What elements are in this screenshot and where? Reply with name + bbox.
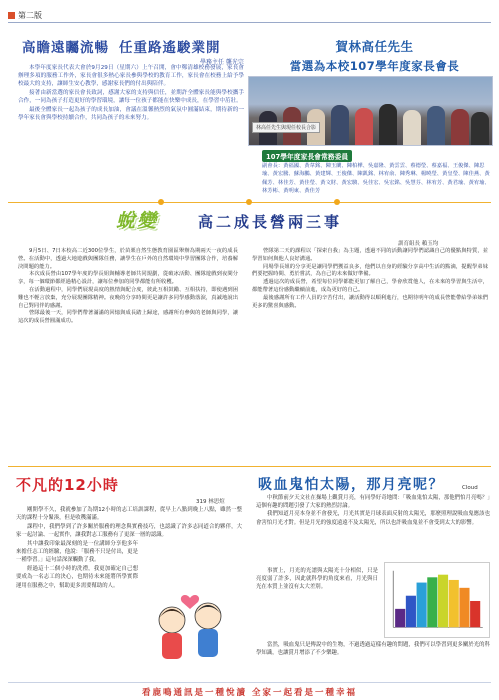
section4-title: 不凡的12小時 — [16, 476, 119, 494]
section3-author: 訓育組長 賴玉均 — [398, 241, 439, 247]
section4-paragraph: 課程中，我們學到了許多關於服務的理念與實務技巧，也認識了許多志同道合的夥伴，大家一起討論、一起實作，讓我對志工服務有了更深一層的認識。 — [16, 523, 242, 539]
section2-title-line2: 當選為本校107學年度家長會長 — [289, 59, 460, 73]
sun-dot-icon — [246, 199, 252, 205]
spectrum-band — [449, 580, 459, 627]
section1-paragraph: 接著由新當選的家長會長致詞，感謝大家的支持與信任，並期許全體家長能與學校攜手合作，一同為孩子打造更好的學習環境，讓每一位孩子都能在快樂中成長，在學習中茁壯。 — [18, 90, 244, 105]
spectrum-figure — [384, 562, 490, 638]
photo-person — [403, 110, 421, 145]
sun-dot-icon — [158, 199, 164, 205]
page-label — [8, 10, 42, 21]
spectrum-band — [395, 609, 405, 627]
section3-title-decor: 蛻變 — [116, 210, 159, 232]
section1-title-part2: 任重路遙駿業開 — [119, 40, 221, 56]
spectrum-band — [417, 583, 427, 628]
section3-title-main: 高二成長營兩三事 — [198, 213, 343, 231]
section5-title: 吸血鬼怕太陽，那月亮呢？ — [258, 477, 444, 493]
section3-paragraph: 營隊第二天的課程以「探索自我」為主題，透過不同的活動讓同學們認識自己的優點與特質，並學習如何與他人良好溝通。 — [252, 248, 488, 262]
section3-paragraph: 9月5日、7日本校高二近300位學生，於苗栗自然生態教育園區舉辦為期兩天一夜的成長營。在活動中，透過大地遊戲與團隊任務，讓學生在戶外的自然環境中學習團隊合作，培養解決問題的能力。 — [18, 248, 238, 270]
section4-paragraph: 經過這十二個小時的洗禮，我更加確定自己想要成為一名志工的決心，也期待未來能將所學實際運用在服務之中，幫助更多需要幫助的人。 — [16, 565, 138, 589]
section1-paragraph: 本學年度家長代表大會於9月29日（星期六）上午召開，會中鄭清雄校務發展，家長會辦理多項的服務工作外，家長會很多熱心家長參與學校的教育工作，家長會在校務上給予學校最大的支持，讓師生安心教學，感謝家長們的付出與陪伴。 — [18, 65, 244, 88]
section3-paragraph: 最後感謝所有工作人員的辛苦付出，讓活動得以順利進行，也期待明年的成長營能帶給學弟妹們更多的驚喜與感動。 — [252, 294, 488, 309]
section3-paragraph: 透過這次的成長營，希望每位同學都能更加了解自己，學會欣賞他人，在未來的學習與生活中，都能帶著這份感動繼續前進，成為更好的自己。 — [252, 279, 488, 293]
footer-slogan: 看鹿鳴通訊是一種悅讀 全家一起看是一種幸福 — [142, 688, 357, 698]
section3-paragraph: 在活動過程中，同學們展現高度的熱情與配合度，彼此互相鼓勵、互相扶持，即使遇到困難也不輕言放棄，充分展現團隊精神。夜晚的分享時間更是讓許多同學感動落淚，真誠地說出自己對同伴的感謝。 — [18, 286, 238, 309]
volunteer-cartoon — [142, 578, 242, 672]
section5-author: Cloud — [462, 485, 478, 491]
committee-badge: 107學年度家長會常務委員 — [262, 150, 352, 162]
section4-paragraph: 剛開學不久，我就參加了為期12小時的志工培訓課程，從早上八點到晚上八點，雖然一整天的課程十分緊湊，但是收穫滿滿。 — [16, 507, 242, 522]
section5-paragraph: 我們知道月亮本身並不會發光，月光其實是月球表面反射的太陽光，那麼照理說吸血鬼應該也會害怕月光才對。但是月光的強度遠遠不及太陽光，所以也許吸血鬼並不會受到太大的影響。 — [256, 511, 490, 526]
section1-paragraph: 最後全體家長一起為孩子的成長加油，會議在溫馨熱烈的氣氛中圓滿結束，期待新的一學年家長會與學校持續合作，共同為孩子的未來努力。 — [18, 107, 244, 122]
spectrum-band — [406, 596, 416, 628]
section3-left-column — [18, 248, 238, 326]
section2-title-line1: 賀林高任先生 — [335, 39, 414, 54]
section5-paragraph: 事實上，月光的光譜與太陽光十分相似，只是亮度弱了許多，因此就科學的角度來看，月光與日光在本質上並沒有太大差別。 — [256, 568, 378, 591]
photo-person — [427, 106, 445, 145]
section3-right-column — [252, 248, 488, 310]
heart-icon — [181, 595, 199, 609]
page-label-square-icon — [8, 12, 15, 19]
top-rule — [8, 22, 491, 23]
spectrum-band — [470, 601, 480, 627]
section5-body — [256, 494, 490, 527]
group-photo — [248, 76, 493, 146]
page-header — [0, 0, 499, 26]
photo-person — [355, 108, 373, 145]
section1-title-part1: 高瞻遠矚流暢 — [22, 40, 109, 56]
section-divider-2 — [8, 466, 491, 467]
section3-paragraph: 同場學長姐的分享更是讓同學們獲益良多，他們以自身的經驗分享高中生活的點滴，提醒學弟妹們要把握時間、勇於嘗試，為自己的未來做好準備。 — [252, 263, 488, 278]
page-label-text: 第二版 — [18, 11, 42, 20]
section5-narrow-body — [256, 567, 378, 592]
section4-author: 319 林思煊 — [196, 499, 225, 505]
spectrum-band — [459, 588, 469, 627]
section1-author: 學務主任 龔光宗 — [200, 59, 244, 66]
section4-paragraph: 其中讓我印象最深刻的是一位講師分享他多年來擔任志工的經驗，他說：「服務不只是付出，更是一種學習。」這句話深深觸動了我。 — [16, 540, 138, 564]
section1-body — [18, 64, 244, 123]
photo-person — [379, 104, 397, 145]
spectrum-band — [427, 577, 437, 627]
section3-title — [40, 206, 480, 240]
section5-paragraph: 中秋節前夕天文社在操場上觀賞月亮，有同學好奇地問：「吸血鬼怕太陽，那他們怕月亮嗎？」這個有趣的問題引發了大家的熱烈討論。 — [256, 495, 490, 510]
footer-rule — [8, 682, 491, 683]
photo-person — [471, 112, 489, 145]
section3-paragraph: 營隊最後一天，同學們帶著滿滿的回憶與成長踏上歸途，感謝所有參與的老師與同學，讓這次的成長營圓滿成功。 — [18, 310, 238, 325]
section1-title — [22, 36, 221, 56]
section2-title — [262, 37, 487, 74]
photo-person — [331, 105, 349, 145]
cartoon-body — [198, 629, 218, 657]
section-divider — [8, 198, 491, 206]
section5-paragraph: 當然，吸血鬼只是傳說中的生物，不過透過這樣有趣的問題，我們可以學習到更多關於光的科學知識，也讓賞月增添了不少樂趣。 — [256, 642, 490, 657]
photo-caption: 林高任先生與現任校長合影 — [252, 122, 320, 133]
section3-paragraph: 本次成長營由107學年度的學長姐與輔導老師共同規劃，從破冰活動、團隊遊戲到夜間分享，每一個環節都經過精心設計，讓每位參加的同學都能有所收穫。 — [18, 271, 238, 286]
spectrum-band — [438, 575, 448, 628]
photo-person — [451, 109, 469, 145]
section5-bottom-body — [256, 641, 490, 657]
cartoon-body — [162, 633, 182, 659]
committee-names: 副會長：黃福國、黃韋銘、陳玉蘭、陳柏樺、吳嘉隆、黃雲雲、蔡德瑩、蔡嘉福、王俊傑、陳思瑜、黃宏騰、蘇海鵬、黃建輝、王俊傑、陳凱銘、林宥俞、陳秀琳、楊曉瑩、黃皇瑩、陳佳燕、黃佩芳、林佳芳、黃佳瑩、黃文財、黃宏駿、吳佳宏、吳宏銘、吳慧芬、林宥芳、黃君瑜、黃宥瑜、林芳彬、黃明東、黃佳芳 — [262, 163, 490, 195]
sun-dot-icon — [334, 199, 340, 205]
spectrum-bars — [395, 575, 480, 628]
